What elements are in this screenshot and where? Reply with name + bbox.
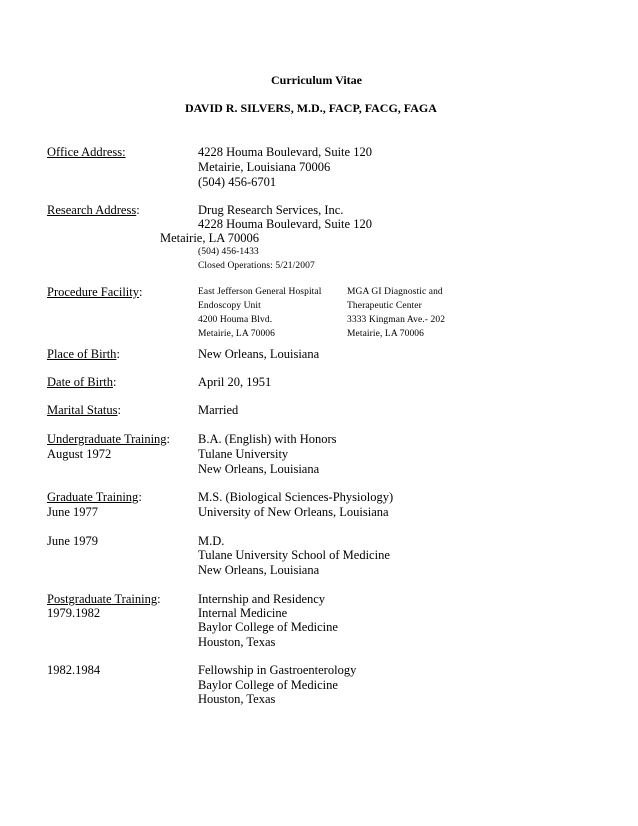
label-colon: : <box>138 490 142 504</box>
postgraduate-line: Baylor College of Medicine <box>198 620 338 634</box>
facility-1-line: East Jefferson General Hospital <box>198 287 322 297</box>
undergraduate-line: Tulane University <box>198 447 289 461</box>
postgraduate-training-label-text: Postgraduate Training <box>47 592 158 606</box>
graduate-training-label-text: Graduate Training <box>47 490 139 504</box>
research-address-label-text: Research Address <box>47 203 137 217</box>
research-address-line: Drug Research Services, Inc. <box>198 203 344 217</box>
procedure-facility-label-text: Procedure Facility <box>47 285 139 299</box>
document-title: Curriculum Vitae <box>271 73 362 87</box>
undergraduate-line: B.A. (English) with Honors <box>198 432 337 446</box>
marital-status-label <box>47 403 121 418</box>
label-colon: : <box>117 403 121 417</box>
place-of-birth-label <box>47 347 120 362</box>
office-address-line: (504) 456-6701 <box>198 175 277 189</box>
graduate-line: University of New Orleans, Louisiana <box>198 505 389 519</box>
office-address-line: Metairie, Louisiana 70006 <box>198 160 331 174</box>
md-line: New Orleans, Louisiana <box>198 563 320 577</box>
fellowship-line: Baylor College of Medicine <box>198 678 338 692</box>
facility-1-line: 4200 Houma Blvd. <box>198 315 273 325</box>
facility-1-line: Endoscopy Unit <box>198 301 261 311</box>
md-line: M.D. <box>198 534 225 548</box>
office-address-label: Office Address: <box>47 145 126 159</box>
research-phone: (504) 456-1433 <box>198 247 259 257</box>
label-colon: : <box>166 432 171 446</box>
research-address-label <box>47 203 140 218</box>
candidate-name: DAVID R. SILVERS, M.D., FACP, FACG, FAGA <box>185 101 437 115</box>
date-of-birth-value: April 20, 1951 <box>198 375 272 389</box>
fellowship-line: Houston, Texas <box>198 692 276 706</box>
md-date: June 1979 <box>47 534 99 548</box>
procedure-facility-label <box>47 285 142 300</box>
facility-2-line: Therapeutic Center <box>347 301 422 311</box>
undergraduate-date: August 1972 <box>47 447 112 461</box>
date-of-birth-label <box>47 375 116 390</box>
place-of-birth-label-text: Place of Birth <box>47 347 117 361</box>
label-colon: : <box>157 592 161 606</box>
office-address-line: 4228 Houma Boulevard, Suite 120 <box>198 145 372 159</box>
graduate-training-label <box>47 490 142 505</box>
date-of-birth-label-text: Date of Birth <box>47 375 113 389</box>
label-colon: : <box>139 285 143 299</box>
marital-status-value: Married <box>198 403 239 417</box>
marital-status-label-text: Marital Status <box>47 403 118 417</box>
undergraduate-training-label-text: Undergraduate Training <box>47 432 167 446</box>
undergraduate-training-label <box>47 432 170 447</box>
research-closed-note: Closed Operations: 5/21/2007 <box>198 261 315 271</box>
fellowship-line: Fellowship in Gastroenterology <box>198 663 357 677</box>
postgraduate-line: Houston, Texas <box>198 635 276 649</box>
label-colon: : <box>136 203 140 217</box>
place-of-birth-value: New Orleans, Louisiana <box>198 347 320 361</box>
label-colon: : <box>116 347 120 361</box>
facility-2-line: MGA GI Diagnostic and <box>347 287 443 297</box>
facility-1-line: Metairie, LA 70006 <box>198 329 275 339</box>
facility-2-line: Metairie, LA 70006 <box>347 329 424 339</box>
postgraduate-training-label <box>47 592 161 607</box>
undergraduate-line: New Orleans, Louisiana <box>198 462 320 476</box>
research-address-city: Metairie, LA 70006 <box>160 231 259 245</box>
postgraduate-line: Internship and Residency <box>198 592 326 606</box>
md-line: Tulane University School of Medicine <box>198 548 390 562</box>
graduate-date: June 1977 <box>47 505 99 519</box>
fellowship-date: 1982.1984 <box>47 663 101 677</box>
facility-2-line: 3333 Kingman Ave.- 202 <box>347 315 446 325</box>
postgraduate-line: Internal Medicine <box>198 606 288 620</box>
graduate-line: M.S. (Biological Sciences-Physiology) <box>198 490 394 504</box>
postgraduate-date: 1979.1982 <box>47 606 101 620</box>
label-colon: : <box>112 375 117 389</box>
research-address-line: 4228 Houma Boulevard, Suite 120 <box>198 217 372 231</box>
